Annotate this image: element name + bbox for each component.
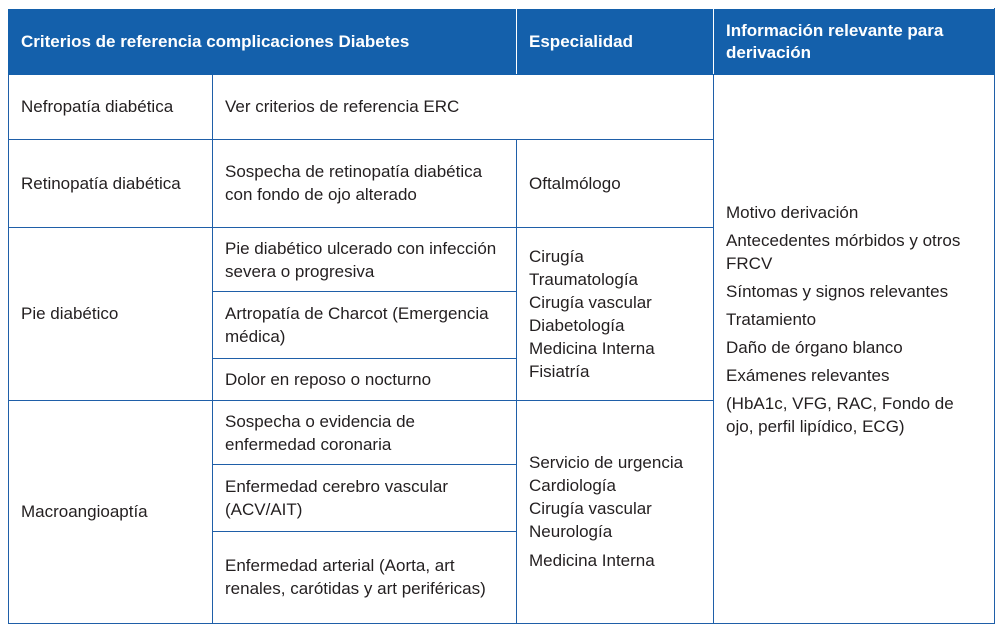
criterion-macro-1: Sospecha o evidencia de enfermedad coronaria xyxy=(213,400,517,464)
specialties-pie xyxy=(517,228,714,401)
specialties-macro xyxy=(517,400,714,623)
criterion-retinopatia: Sospecha de retinopatía diabética con fondo de ojo alterado xyxy=(213,139,517,227)
table-header-row xyxy=(9,9,995,75)
referral-criteria-table xyxy=(8,8,995,624)
specialty-item: Medicina Interna xyxy=(529,338,655,358)
specialty-item: Cirugía vascular xyxy=(529,499,652,519)
criterion-nefropatia: Ver criterios de referencia ERC xyxy=(213,75,714,139)
condition-pie: Pie diabético xyxy=(9,228,213,401)
specialty-retinopatia: Oftalmólogo xyxy=(517,139,714,227)
info-cell xyxy=(714,75,995,624)
table-row xyxy=(9,75,995,139)
specialty-item: Servicio de urgencia xyxy=(529,453,684,473)
specialty-item: Fisiatría xyxy=(529,361,590,381)
header-specialty: Especialidad xyxy=(517,9,714,75)
specialty-item: Cirugía vascular xyxy=(529,292,652,312)
condition-macro: Macroangioaptía xyxy=(9,400,213,623)
condition-nefropatia: Nefropatía diabética xyxy=(9,75,213,139)
info-item: Antecedentes mórbidos y otros FRCV xyxy=(726,230,961,273)
specialty-item: Neurología xyxy=(529,522,613,542)
specialty-item: Cardiología xyxy=(529,476,616,496)
specialty-item: Cirugía xyxy=(529,246,584,266)
criterion-pie-3: Dolor en reposo o nocturno xyxy=(213,358,517,400)
info-item: Exámenes relevantes xyxy=(726,365,890,385)
criterion-macro-2: Enfermedad cerebro vascular (ACV/AIT) xyxy=(213,465,517,531)
info-item: Motivo derivación xyxy=(726,202,859,222)
criterion-macro-3: Enfermedad arterial (Aorta, art renales, carótidas y art periféricas) xyxy=(213,531,517,624)
specialty-item: Diabetología xyxy=(529,315,625,335)
specialty-item: Traumatología xyxy=(529,269,638,289)
info-item: Daño de órgano blanco xyxy=(726,337,903,357)
info-item: Síntomas y signos relevantes xyxy=(726,281,949,301)
info-item: (HbA1c, VFG, RAC, Fondo de ojo, perfil lipídico, ECG) xyxy=(726,393,954,436)
criterion-pie-2: Artropatía de Charcot (Emergencia médica) xyxy=(213,292,517,358)
info-item: Tratamiento xyxy=(726,309,817,329)
condition-retinopatia: Retinopatía diabética xyxy=(9,139,213,227)
header-info: Información relevante para derivación xyxy=(714,9,995,75)
criterion-pie-1: Pie diabético ulcerado con infección severa o progresiva xyxy=(213,228,517,292)
header-criteria: Criterios de referencia complicaciones Diabetes xyxy=(9,9,517,75)
specialty-item: Medicina Interna xyxy=(529,551,655,571)
